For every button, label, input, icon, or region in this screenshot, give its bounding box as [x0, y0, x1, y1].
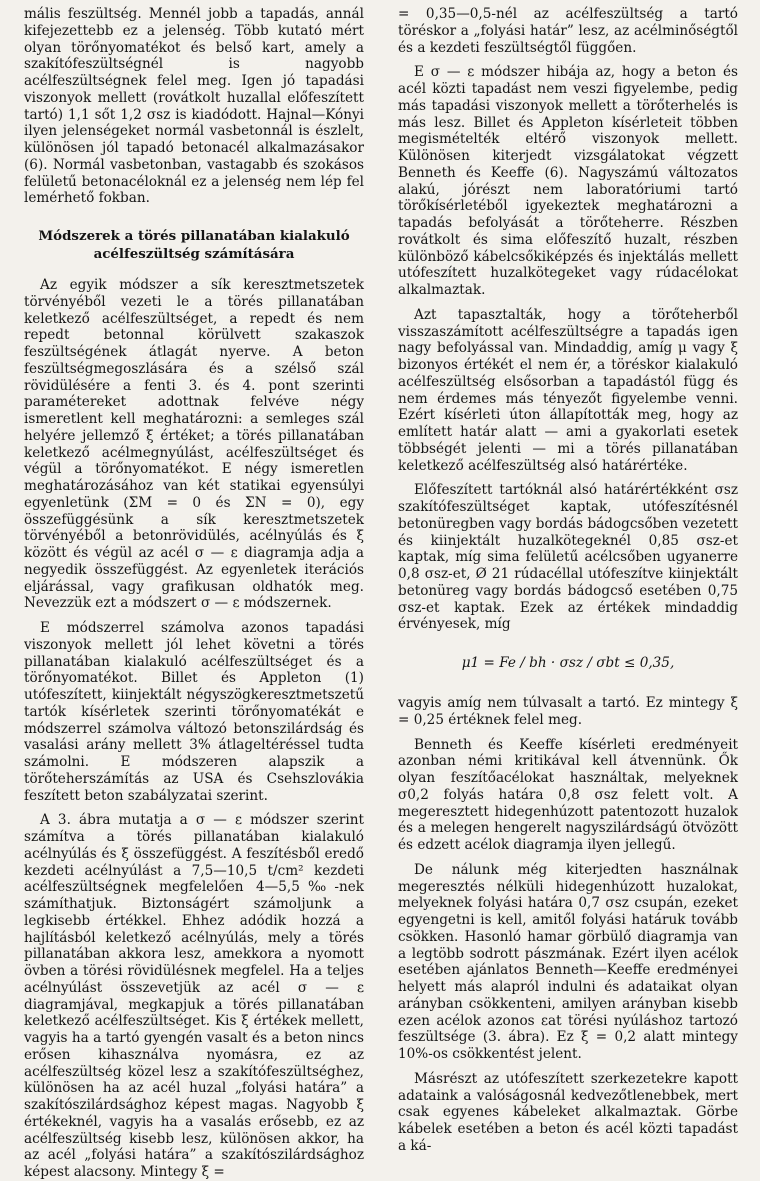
left-paragraph-1: mális feszültség. Mennél jobb a tapadás, annál kifejezettebb ez a jelenség. Több kutató mért olyan törőnyomatékot és belső kart, amely a szakítófeszültségnél is nagyobb acélfeszültségnek felel meg. Igen jó tapadási viszonyok mellett (rovátkolt huzallal előfeszített tartó) 1,1 sőt 1,2 σsz is kiadódott. Hajnal—Kónyi ilyen jelenségeket normál vasbetonnál is észlelt, különösen jól tapadó betonacél alkalmazásakor (6). Normál vasbetonban, vastagabb és szokásos felületű betonacéloknál ez a jelenség nem lép fel lemérhető fokban.	[24, 6, 364, 207]
right-paragraph-4: Előfeszített tartóknál alsó határértékként σsz szakítófeszültséget kaptak, utófeszítésnél betonüregben vagy bordás bádogcsőben vezetett és kiinjektált huzalkötegeknél 0,85 σsz-et kaptak, míg sima felületű acélcsőben ugyanerre 0,8 σsz-et, Ø 21 rúdacéllal utófeszítve kiinjektált betonüreg vagy bordás bádogcső esetében 0,75 σsz-et kaptak. Ezek az értékek mindaddig érvényesek, míg	[398, 482, 738, 633]
left-paragraph-4: A 3. ábra mutatja a σ — ε módszer szerint számítva a törés pillanatában kialakuló acélnyúlás és ξ összefüggést. A feszítésből eredő kezdeti acélnyúlást a 7,5—10,5 t/cm² kezdeti acélfeszültségnek megfelelően 4—5,5‰-nek számíthatjuk. Biztonságért számoljunk a legkisebb értékkel. Ehhez adódik hozzá a hajlításból keletkező acélnyúlás, mely a törés pillanatában akkora lesz, amekkora a nyomott övben a törési rövidülésnek megfelel. Ha a teljes acélnyúlást összevetjük az acél σ — ε diagramjával, megkapjuk a törés pillanatában keletkező acélfeszültséget. Kis ξ értékek mellett, vagyis ha a tartó gyengén vasalt és a beton nincs erősen kihasználva nyomásra, ez az acélfeszültség közel lesz a szakítófeszültséghez, különösen ha az acél huzal „folyási határa” a szakítószilárdsághoz képest magas. Nagyobb ξ értékeknél, vagyis ha a vasalás erősebb, ez az acélfeszültség kisebb lesz, különösen akkor, ha az acél „folyási határa” a szakítószilárdsághoz képest alacsony. Mintegy ξ =	[24, 812, 364, 1180]
right-paragraph-6: Benneth és Keeffe kísérleti eredményeit azonban némi kritikával kell átvennünk. Ők olyan feszítőacélokat használtak, melyeknek σ0,2 folyás határa 0,8 σsz felett volt. A megeresztett hidegenhúzott patentozott huzalok és a melegen hengerelt nagyszilárdságú ötvözött és edzett acélok diagramja ilyen jellegű.	[398, 736, 738, 853]
right-paragraph-7: De nálunk még kiterjedten használnak megeresztés nélküli hidegenhúzott huzalokat, melyeknek folyási határa 0,7 σsz csupán, ezeket egyengetni is kell, amitől folyási határuk tovább csökken. Hasonló hamar görbülő diagramja van a legtöbb sodrott pászmának. Ezért ilyen acélok esetében ajánlatos Benneth—Keeffe eredményei helyett más alapról indulni és adataikat olyan arányban csökkenteni, amilyen arányban kisebb ezen acélok azonos εat törési nyúláshoz tartozó feszültsége (3. ábra). Ez ξ = 0,2 alatt mintegy 10%-os csökkentést jelent.	[398, 861, 738, 1062]
section-heading: Módszerek a törés pillanatában kialakuló acélfeszültség számítására	[38, 228, 350, 262]
right-paragraph-8: Másrészt az utófeszített szerkezetekre kapott adataink a valóságosnál kedvezőtlenebbek, mert csak egyenes kábeleket alkalmaztak. Görbe kábelek esetében a beton és acél közti tapadást a ká-	[398, 1070, 738, 1154]
right-paragraph-2: E σ — ε módszer hibája az, hogy a beton és acél közti tapadást nem veszi figyelembe, pedig más tapadási viszonyok mellett a törőterhelés is más lesz. Billet és Appleton kísérleteit többen megismételték eltérő viszonyok mellett. Különösen kiterjedt vizsgálatokat végzett Benneth és Keeffe (6). Nagyszámú változatos alakú, jórészt nem laboratóriumi tartó törőkísérletéből igyekeztek meghatározni a tapadás befolyását a törőteherre. Részben rovátkolt és sima előfeszítő huzalt, részben különböző kábelcsőkiképzés és injektálás mellett utófeszített huzalkötegeket vagy rúdacélokat alkalmaztak.	[398, 64, 738, 298]
left-paragraph-2: Az egyik módszer a sík keresztmetszetek törvényéből vezeti le a törés pillanatában keletkező acélfeszültséget, a repedt és nem repedt betonnal körülvett szakaszok feszültségének átlagát nyerve. A beton feszültségmegoszlására és a szélső szál rövidülésére a fenti 3. és 4. pont szerinti paramétereket adottnak felvéve négy ismeretlent kell meghatározni: a semleges szál helyére jellemző ξ értéket; a törés pillanatában keletkező acélmegnyúlást, acélfeszültséget és végül a törőnyomatékot. E négy ismeretlen meghatározásához van két statikai egyensúlyi egyenletünk (ΣM = 0 és ΣN = 0), egy összefüggésünk a sík keresztmetszetek törvényéből a betonrövidülés, acélnyúlás és ξ között és végül az acél σ — ε diagramja adja a negyedik összefüggést. Az egyenletek iterációs eljárással, vagy grafikusan oldhatók meg. Nevezzük ezt a módszert σ — ε módszernek.	[24, 277, 364, 612]
right-column	[398, 6, 738, 1155]
right-paragraph-5: vagyis amíg nem túlvasalt a tartó. Ez mintegy ξ = 0,25 értéknek felel meg.	[398, 695, 738, 728]
left-paragraph-3: E módszerrel számolva azonos tapadási viszonyok mellett jól lehet követni a törés pillanatában kialakuló acélfeszültséget és a törőnyomatékot. Billet és Appleton (1) utófeszített, kiinjektált négyszögkeresztmetszetű tartók kísérletek szerinti törőnyomatékát e módszerrel számolva változó betonszilárdság és vasalási arány mellett 3% átlageltéréssel tudta számolni. E módszeren alapszik a törőteherszámítás az USA és Csehszlovákia feszített beton szabályzatai szerint.	[24, 620, 364, 804]
mu1-formula: μ1 = Fe / bh · σsz / σbt ≤ 0,35,	[461, 655, 675, 671]
left-column	[24, 6, 364, 1181]
right-paragraph-3: Azt tapasztalták, hogy a törőteherből visszaszámított acélfeszültségre a tapadás igen nagy befolyással van. Mindaddig, amíg μ vagy ξ bizonyos értékét el nem ér, a töréskor kialakuló acélfeszültség elsősorban a tapadástól függ és nem érdemes más tényezőt figyelembe venni. Ezért kísérleti úton állapították meg, hogy az említett határ alatt — ami a gyakorlati esetek többségét jelenti — mi a törés pillanatában keletkező acélfeszültség alsó határértéke.	[398, 306, 738, 474]
right-paragraph-1: = 0,35—0,5-nél az acélfeszültség a tartó töréskor a „folyási határ” lesz, az acélminőségtől és a kezdeti feszültségtől függően.	[398, 6, 738, 56]
